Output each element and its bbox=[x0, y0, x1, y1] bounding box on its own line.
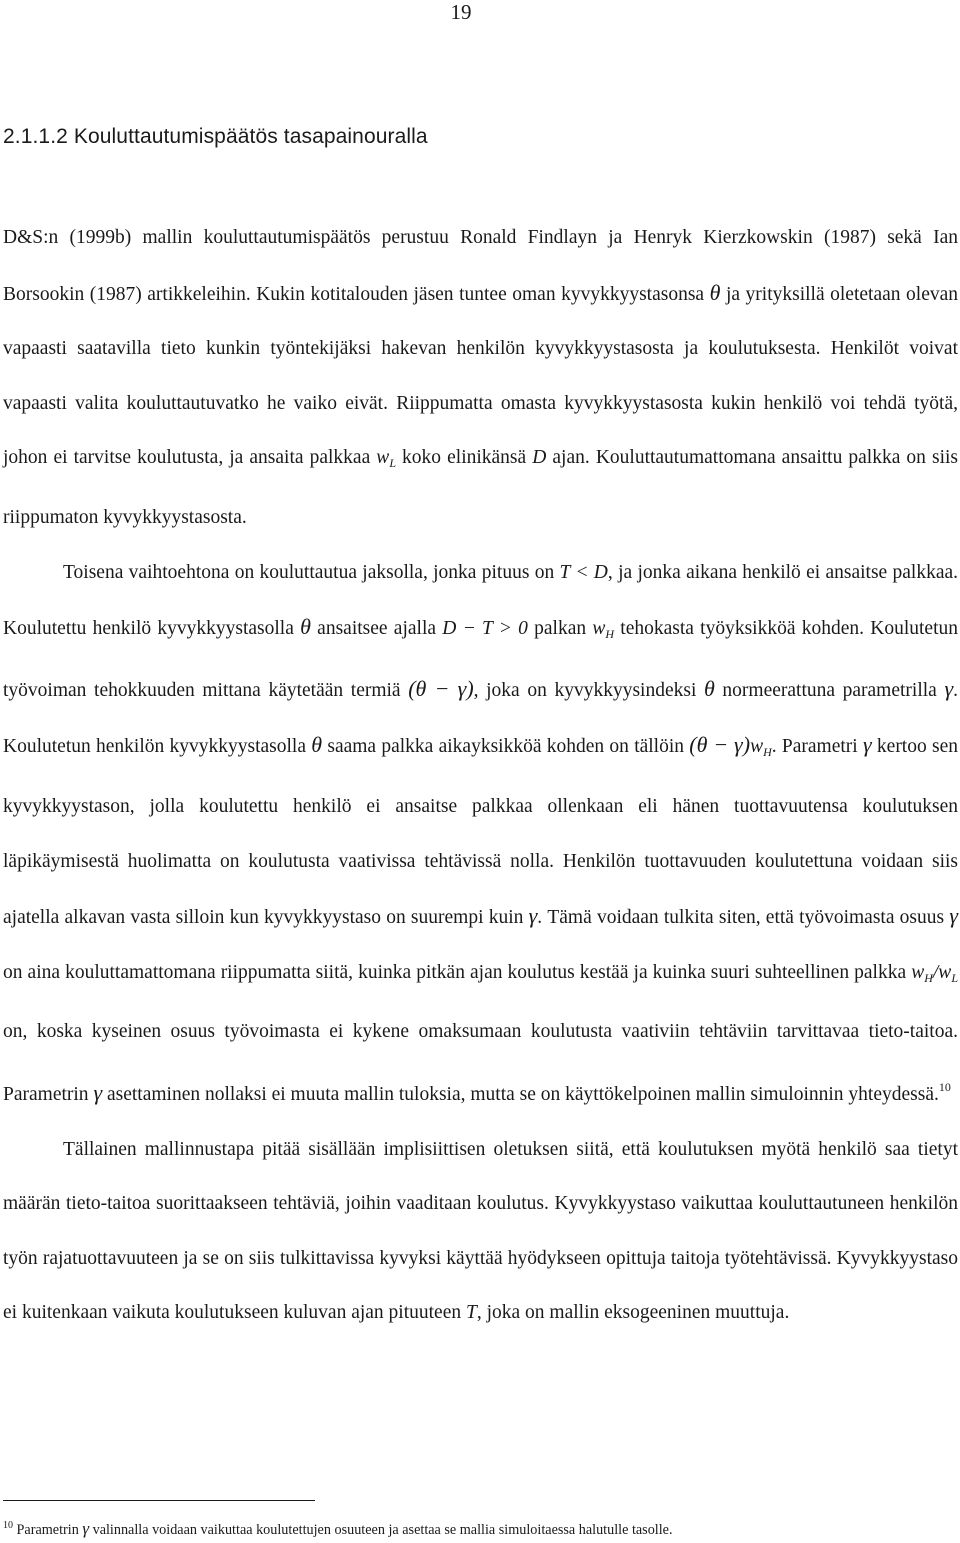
section-heading bbox=[3, 124, 428, 150]
math-gamma: γ bbox=[949, 903, 958, 929]
paragraph-2: Toisena vaihtoehtona on kouluttautua jaksolla, jonka pituus on T < D, ja jonka aikana henkilö ei ansaitse palkkaa. Koulutettu henkilö kyvykkyystasolla θ ansaitsee ajalla D − T > 0 palkan $w_H$ tehokasta työyksikköä kohden. Koulutetun työvoiman tehokkuuden mittana käytetään termiä (θ − γ), joka on kyvykkyysindeksi θ normeerattuna parametrilla γ. Koulutetun henkilön kyvykkyystasolla θ saama palkka aikayksikköä kohden on tällöin $(\theta - \gamma)w_H$. Parametri γ kertoo sen kyvykkyystason, jolla koulutettu henkilö ei ansaitse palkkaa ollenkaan eli hänen tuottavuutensa koulutuksen läpikäymisestä huolimatta on koulutusta vaativissa tehtävissä nolla. Henkilön tuottavuuden koulutettuna voidaan siis ajatella alkavan vasta silloin kun kyvykkyystaso on suurempi kuin γ. Tämä voidaan tulkita siten, että työvoimasta osuus γ on aina kouluttamattomana riippumatta siitä, kuinka pitkän ajan koulutus kestää ja kuinka suuri suhteellinen palkka $w_H/w_L$ on, koska kyseinen osuus työvoimasta ei kykene omaksumaan koulutusta vaativiin tehtäviin tarvittavaa tieto-taitoa. Parametrin γ asettaminen nollaksi ei muuta mallin tuloksia, mutta se on käyttökelpoinen mallin simuloinnin yhteydessä.$^{10}$ bbox=[3, 561, 959, 1105]
math-theta-minus-gamma: (θ − γ) bbox=[408, 675, 474, 701]
footnote-reference: 10 bbox=[938, 1079, 951, 1094]
math-w-H: $w_H$ bbox=[592, 618, 615, 642]
page-number: 19 bbox=[450, 0, 472, 24]
math-theta: θ bbox=[311, 732, 323, 758]
math-gamma: γ bbox=[82, 1519, 90, 1538]
paragraph-1: D&S:n (1999b) mallin kouluttautumispäätös perustuu Ronald Findlayn ja Henryk Kierzkowskin (1987) sekä Ian Borsookin (1987) artikkeleihin. Kukin kotitalouden jäsen tuntee oman kyvykkyystasonsa θ ja yrityksillä oletetaan olevan vapaasti saatavilla tieto kunkin työntekijäksi hakevan henkilön kyvykkyystasosta ja koulutuksesta. Henkilöt voivat vapaasti valita kouluttautuvatko he vaiko eivät. Riippumatta omasta kyvykkyystasosta kukin henkilö voi tehdä työtä, johon ei tarvitse koulutusta, ja ansaita palkkaa $w_L$ koko elinikänsä D ajan. Kouluttautumattomana ansaittu palkka on siis riippumaton kyvykkyystasosta. bbox=[3, 227, 959, 528]
section-title: Kouluttautumispäätös tasapainouralla bbox=[73, 125, 428, 148]
math-theta: θ bbox=[300, 614, 311, 640]
math-D: D bbox=[532, 447, 547, 469]
math-gamma: γ bbox=[93, 1079, 103, 1105]
math-wage-trained: $(\theta - \gamma)w_H$ bbox=[689, 732, 772, 760]
math-gamma: γ bbox=[528, 903, 538, 929]
math-gamma: γ bbox=[862, 732, 872, 758]
footnote: $^{10}$ Parametrin γ valinnalla voidaan vaikuttaa koulutettujen osuuteen ja asettaa se mallia simuloitaessa halutulle tasolle. bbox=[3, 1519, 673, 1538]
math-gamma: γ bbox=[944, 675, 954, 701]
math-theta: θ bbox=[709, 279, 721, 305]
math-w-L: $w_L$ bbox=[376, 447, 396, 471]
paragraph-3: Tällainen mallinnustapa pitää sisällään implisiittisen oletuksen siitä, että koulutuksen myötä henkilö saa tietyt määrän tieto-taitoa suorittaakseen tehtäviä, joihin vaaditaan koulutus. Kyvykkyystaso vaikuttaa kouluttautuneen henkilön työn rajatuottavuuteen ja se on siis tulkittavissa kyvyksi käyttää hyödykseen opittuja taitoja työtehtävissä. Kyvykkyystaso ei kuitenkaan vaikuta koulutukseen kuluvan ajan pituuteen T, joka on mallin eksogeeninen muuttuja. bbox=[3, 1138, 958, 1324]
math-theta: θ bbox=[703, 675, 715, 701]
section-number: 2.1.1.2 bbox=[3, 125, 68, 148]
math-T: T bbox=[466, 1302, 477, 1324]
body-text bbox=[3, 211, 958, 1341]
footnote-number: 10 bbox=[3, 1520, 13, 1531]
math-T-less-D: T < D bbox=[559, 561, 608, 583]
math-wage-ratio: $w_H/w_L$ bbox=[911, 961, 958, 985]
math-D-minus-T: D − T > 0 bbox=[442, 618, 528, 640]
footnote-divider bbox=[3, 1500, 315, 1501]
